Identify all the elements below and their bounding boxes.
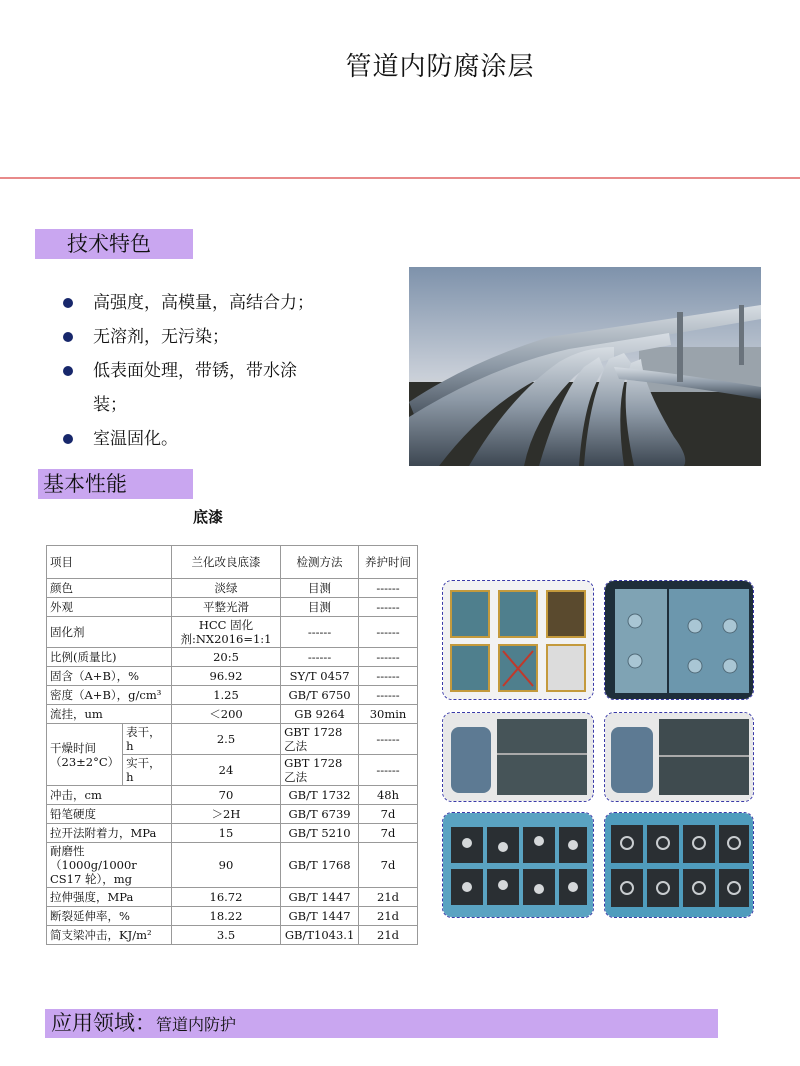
pipeline-photo	[409, 267, 761, 466]
pull-off-dollies-photo	[442, 812, 594, 918]
application-text: 管道内防护	[156, 1015, 237, 1034]
table-header-row	[47, 546, 418, 579]
feature-item: 室温固化。	[60, 422, 350, 456]
header-cure: 养护时间	[359, 546, 418, 579]
table-row: 固含（A+B），% 96.92 SY/T 0457 ------	[47, 667, 418, 686]
table-row: 冲击，cm 70 GB/T 1732 48h	[47, 786, 418, 805]
table-row: 实干，h 24 GBT 1728 乙法 ------	[47, 755, 418, 786]
feature-item: 高强度，高模量，高结合力；	[60, 286, 350, 320]
adhesion-test-photo	[604, 580, 754, 700]
application-label: 应用领域：	[51, 1011, 156, 1035]
feature-list	[60, 286, 350, 456]
table-row: 断裂延伸率，% 18.22 GB/T 1447 21d	[47, 907, 418, 926]
table-row: 密度（A+B），g/cm³ 1.25 GB/T 6750 ------	[47, 686, 418, 705]
table-row: 颜色 淡绿 目测 ------	[47, 579, 418, 598]
table-row: 简支梁冲击，KJ/m² 3.5 GB/T1043.1 21d	[47, 926, 418, 945]
page-title: 管道内防腐涂层	[345, 52, 535, 82]
table-row: 外观 平整光滑 目测 ------	[47, 598, 418, 617]
header-item: 项目	[47, 546, 172, 579]
table-row: 拉开法附着力，MPa 15 GB/T 5210 7d	[47, 824, 418, 843]
header-divider	[0, 177, 800, 179]
performance-heading: 基本性能	[38, 469, 193, 499]
features-heading: 技术特色	[35, 229, 193, 259]
feature-item-continuation: 装；	[93, 395, 127, 415]
table-row: 固化剂 HCC 固化剂:NX2016=1:1 ------ ------	[47, 617, 418, 648]
table-row: 铅笔硬度 ＞2H GB/T 6739 7d	[47, 805, 418, 824]
table-caption: 底漆	[193, 508, 224, 526]
properties-table	[46, 545, 418, 945]
coating-sample-photo	[442, 712, 594, 802]
table-row: 比例(质量比) 20:5 ------ ------	[47, 648, 418, 667]
coating-sample-photo	[604, 712, 754, 802]
table-row: 干燥时间（23±2°C） 表干，h 2.5 GBT 1728 乙法 ------	[47, 724, 418, 755]
header-value: 兰化改良底漆	[171, 546, 280, 579]
application-heading	[45, 1009, 718, 1038]
pull-off-dollies-photo	[604, 812, 754, 918]
test-sample-gallery	[440, 578, 760, 918]
feature-item: 无溶剂，无污染；	[60, 320, 350, 354]
sample-panels-photo	[442, 580, 594, 700]
table-row: 耐磨性（1000g/1000r CS17 轮），mg 90 GB/T 1768 7d	[47, 843, 418, 888]
table-row: 拉伸强度，MPa 16.72 GB/T 1447 21d	[47, 888, 418, 907]
header-method: 检测方法	[281, 546, 359, 579]
table-row: 流挂，um ＜200 GB 9264 30min	[47, 705, 418, 724]
feature-item: 低表面处理，带锈，带水涂	[60, 354, 350, 388]
